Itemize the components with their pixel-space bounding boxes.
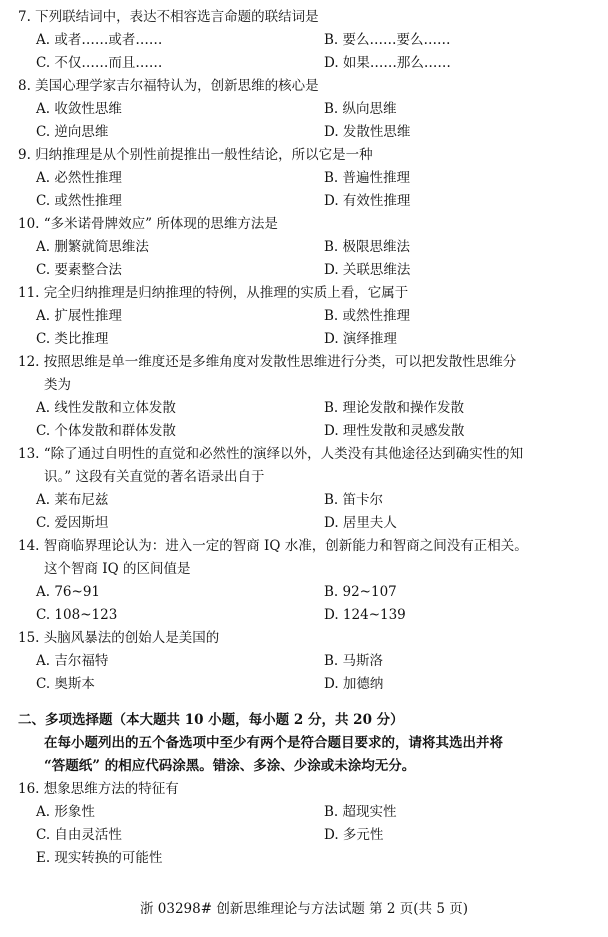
question-stem: 15. 头脑风暴法的创始人是美国的: [18, 630, 220, 646]
option-b: B. 纵向思维: [324, 101, 397, 117]
question-stem: 9. 归纳推理是从个别性前提推出一般性结论，所以它是一种: [18, 147, 373, 163]
option-a: A. 76~91: [36, 584, 100, 600]
option-d: D. 如果……那么……: [324, 55, 451, 71]
option-c: C. 108~123: [36, 607, 118, 623]
question-stem-continued: 类为: [44, 377, 71, 393]
question-stem: 11. 完全归纳推理是归纳推理的特例，从推理的实质上看，它属于: [18, 285, 409, 301]
option-a: A. 收敛性思维: [36, 101, 122, 117]
option-d: D. 加德纳: [324, 676, 384, 692]
option-d: D. 124~139: [324, 607, 406, 623]
question-stem: 16. 想象思维方法的特征有: [18, 781, 179, 797]
question-stem: 14. 智商临界理论认为：进入一定的智商 IQ 水准，创新能力和智商之间没有正相关。: [18, 538, 528, 554]
option-e: E. 现实转换的可能性: [36, 850, 163, 866]
option-a: A. 形象性: [36, 804, 95, 820]
section-heading: 二、多项选择题（本大题共 10 小题，每小题 2 分，共 20 分）: [18, 712, 404, 728]
option-b: B. 92~107: [324, 584, 397, 600]
section-instruction: “答题纸” 的相应代码涂黑。错涂、多涂、少涂或未涂均无分。: [44, 758, 416, 774]
question-stem: 10. “多米诺骨牌效应” 所体现的思维方法是: [18, 216, 278, 232]
option-c: C. 奥斯本: [36, 676, 95, 692]
option-b: B. 或然性推理: [324, 308, 411, 324]
option-b: B. 要么……要么……: [324, 32, 451, 48]
option-b: B. 普遍性推理: [324, 170, 411, 186]
option-b: B. 理论发散和操作发散: [324, 400, 465, 416]
option-a: A. 必然性推理: [36, 170, 122, 186]
option-c: C. 要素整合法: [36, 262, 122, 278]
option-c: C. 类比推理: [36, 331, 109, 347]
question-stem: 13. “除了通过自明性的直觉和必然性的演绎以外，人类没有其他途径达到确实性的知: [18, 446, 524, 462]
option-c: C. 个体发散和群体发散: [36, 423, 176, 439]
question-stem: 8. 美国心理学家吉尔福特认为，创新思维的核心是: [18, 78, 319, 94]
option-a: A. 吉尔福特: [36, 653, 109, 669]
option-c: C. 不仅……而且……: [36, 55, 163, 71]
question-stem: 12. 按照思维是单一维度还是多维角度对发散性思维进行分类，可以把发散性思维分: [18, 354, 517, 370]
option-a: A. 扩展性推理: [36, 308, 122, 324]
option-c: C. 逆向思维: [36, 124, 109, 140]
option-b: B. 超现实性: [324, 804, 397, 820]
question-stem-continued: 识。” 这段有关直觉的著名语录出自于: [44, 469, 265, 485]
option-d: D. 有效性推理: [324, 193, 411, 209]
option-d: D. 多元性: [324, 827, 384, 843]
option-b: B. 笛卡尔: [324, 492, 384, 508]
option-b: B. 极限思维法: [324, 239, 411, 255]
option-a: A. 莱布尼兹: [36, 492, 109, 508]
option-d: D. 关联思维法: [324, 262, 411, 278]
question-stem-continued: 这个智商 IQ 的区间值是: [44, 561, 191, 577]
option-a: A. 线性发散和立体发散: [36, 400, 176, 416]
page-footer: 浙 03298# 创新思维理论与方法试题 第 2 页(共 5 页): [139, 901, 468, 917]
section-instruction: 在每小题列出的五个备选项中至少有两个是符合题目要求的，请将其选出并将: [44, 735, 503, 751]
option-a: A. 或者……或者……: [36, 32, 163, 48]
option-a: A. 删繁就简思维法: [36, 239, 149, 255]
option-c: C. 爱因斯坦: [36, 515, 109, 531]
option-d: D. 理性发散和灵感发散: [324, 423, 465, 439]
question-stem: 7. 下列联结词中，表达不相容选言命题的联结词是: [18, 9, 319, 25]
option-d: D. 演绎推理: [324, 331, 397, 347]
option-c: C. 自由灵活性: [36, 827, 122, 843]
option-d: D. 居里夫人: [324, 515, 397, 531]
option-b: B. 马斯洛: [324, 653, 384, 669]
option-d: D. 发散性思维: [324, 124, 411, 140]
option-c: C. 或然性推理: [36, 193, 122, 209]
